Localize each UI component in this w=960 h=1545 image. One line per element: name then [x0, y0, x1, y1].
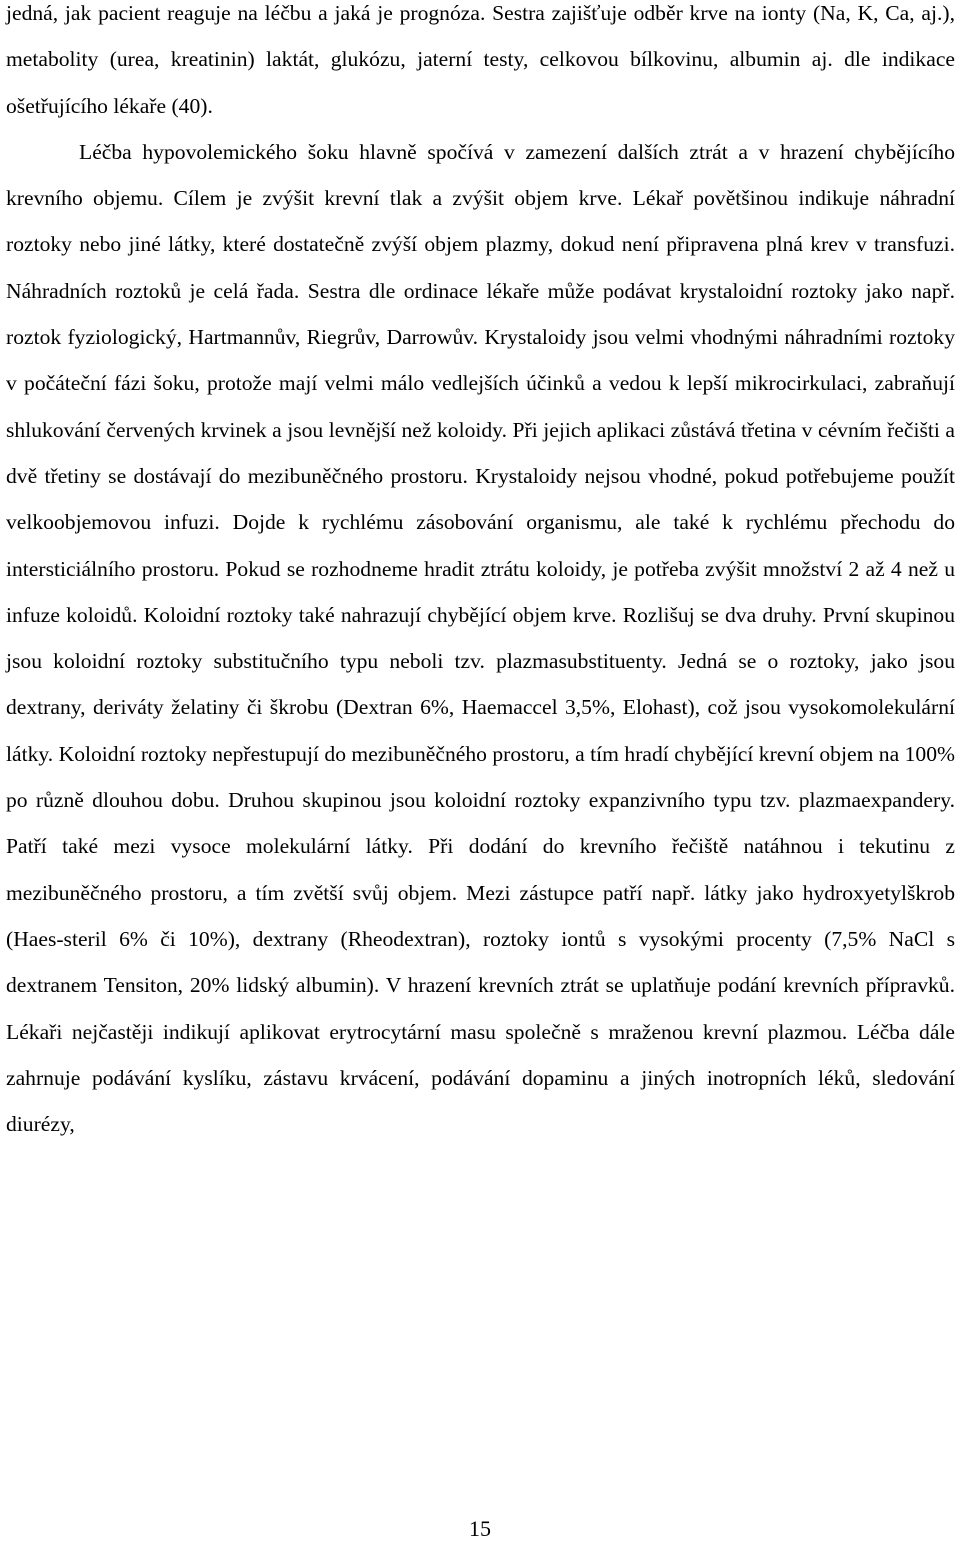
body-text [6, 0, 955, 1147]
page-number: 15 [469, 1516, 491, 1541]
paragraph-continuation: jedná, jak pacient reaguje na léčbu a jaká je prognóza. Sestra zajišťuje odběr krve na ionty (Na, K, Ca, aj.), metabolity (urea, kreatinin) laktát, glukózu, jaterní testy, celkovou bílkovinu, albumin aj. dle indikace ošetřujícího lékaře (40). [6, 1, 955, 118]
paragraph-hypovolemic-shock-treatment: Léčba hypovolemického šoku hlavně spočívá v zamezení dalších ztrát a v hrazení chybějícího krevního objemu. Cílem je zvýšit krevní tlak a zvýšit objem krve. Lékař povětšinou indikuje náhradní roztoky nebo jiné látky, které dostatečně zvýší objem plazmy, dokud není připravena plná krev v transfuzi. Náhradních roztoků je celá řada. Sestra dle ordinace lékaře může podávat krystaloidní roztoky jako např. roztok fyziologický, Hartmannův, Riegrův, Darrowův. Krystaloidy jsou velmi vhodnými náhradními roztoky v počáteční fázi šoku, protože mají velmi málo vedlejších účinků a vedou k lepší mikrocirkulaci, zabraňují shlukování červených krvinek a jsou levnější než koloidy. Při jejich aplikaci zůstává třetina v cévním řečišti a dvě třetiny se dostávají do mezibuněčného prostoru. Krystaloidy nejsou vhodné, pokud potřebujeme použít velkoobjemovou infuzi. Dojde k rychlému zásobování organismu, ale také k rychlému přechodu do intersticiálního prostoru. Pokud se rozhodneme hradit ztrátu koloidy, je potřeba zvýšit množství 2 až 4 než u infuze koloidů. Koloidní roztoky také nahrazují chybějící objem krve. Rozlišuj se dva druhy. První skupinou jsou koloidní roztoky substitučního typu neboli tzv. plazmasubstituenty. Jedná se o roztoky, jako jsou dextrany, deriváty želatiny či škrobu (Dextran 6%, Haemaccel 3,5%, Elohast), což jsou vysokomolekulární látky. Koloidní roztoky nepřestupují do mezibuněčného prostoru, a tím hradí chybějící krevní objem na 100% po různě dlouhou dobu. Druhou skupinou jsou koloidní roztoky expanzivního typu tzv. plazmaexpandery. Patří také mezi vysoce molekulární látky. Při dodání do krevního řečiště natáhnou i tekutinu z mezibuněčného prostoru, a tím zvětší svůj objem. Mezi zástupce patří např. látky jako hydroxyetylškrob (Haes-steril 6% či 10%), dextrany (Rheodextran), roztoky iontů s vysokými procenty (7,5% NaCl s dextranem Tensiton, 20% lidský albumin). V hrazení krevních ztrát se uplatňuje podání krevních přípravků. Lékaři nejčastěji indikují aplikovat erytrocytární masu společně s mraženou krevní plazmou. Léčba dále zahrnuje podávání kyslíku, zástavu krvácení, podávání dopaminu a jiných inotropních léků, sledování diurézy, [6, 139, 955, 1137]
